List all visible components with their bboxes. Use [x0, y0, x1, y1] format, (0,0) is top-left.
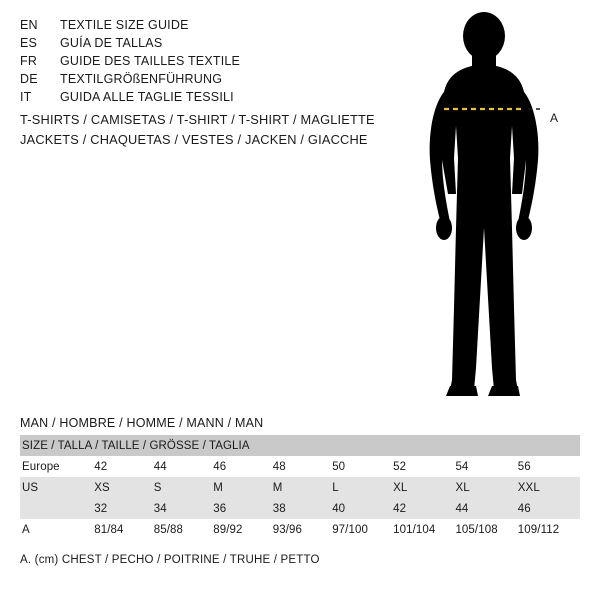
language-text: TEXTILGRÖßENFÜHRUNG [60, 72, 223, 86]
language-row [20, 88, 400, 106]
size-table [20, 435, 580, 540]
table-cell: 42 [393, 498, 455, 519]
language-row [20, 34, 400, 52]
table-cell: M [273, 477, 332, 498]
table-cell: 81/84 [94, 519, 153, 540]
language-code: IT [20, 90, 32, 104]
table-cell: 32 [94, 498, 153, 519]
table-cell: XS [94, 477, 153, 498]
table-cell: 85/88 [154, 519, 213, 540]
table-cell: M [213, 477, 272, 498]
table-cell: 44 [154, 456, 213, 477]
language-text: GUIDA ALLE TAGLIE TESSILI [60, 90, 234, 104]
language-code: EN [20, 18, 38, 32]
language-list [20, 16, 400, 106]
table-cell: 105/108 [455, 519, 517, 540]
table-cell: 93/96 [273, 519, 332, 540]
size-table-section [20, 416, 580, 566]
table-cell: 36 [213, 498, 272, 519]
table-cell: 89/92 [213, 519, 272, 540]
language-text: GUIDE DES TAILLES TEXTILE [60, 54, 241, 68]
language-text: TEXTILE SIZE GUIDE [60, 18, 189, 32]
category-list [20, 110, 400, 150]
table-cell: 46 [213, 456, 272, 477]
table-cell: 40 [332, 498, 393, 519]
table-cell: 42 [94, 456, 153, 477]
table-row [20, 477, 580, 498]
table-footnote: A. (cm) CHEST / PECHO / POITRINE / TRUHE / PETTO [20, 554, 320, 566]
language-code: ES [20, 36, 38, 50]
table-row [20, 456, 580, 477]
table-cell: 52 [393, 456, 455, 477]
table-cell: 101/104 [393, 519, 455, 540]
language-text: GUÍA DE TALLAS [60, 36, 163, 50]
table-cell: 56 [518, 456, 580, 477]
table-cell: XL [455, 477, 517, 498]
language-row [20, 16, 400, 34]
language-code: FR [20, 54, 38, 68]
table-cell: XL [393, 477, 455, 498]
table-cell: 109/112 [518, 519, 580, 540]
table-cell: 48 [273, 456, 332, 477]
table-cell: L [332, 477, 393, 498]
table-title: MAN / HOMBRE / HOMME / MANN / MAN [20, 416, 264, 430]
category-jackets: JACKETS / CHAQUETAS / VESTES / JACKEN / GIACCHE [20, 132, 368, 147]
table-cell: XXL [518, 477, 580, 498]
table-cell: 44 [455, 498, 517, 519]
category-tshirts: T-SHIRTS / CAMISETAS / T-SHIRT / T-SHIRT / MAGLIETTE [20, 112, 375, 127]
table-cell: 46 [518, 498, 580, 519]
table-cell: 38 [273, 498, 332, 519]
table-cell: 54 [455, 456, 517, 477]
table-row [20, 519, 580, 540]
table-row [20, 498, 580, 519]
row-label: Europe [20, 456, 94, 477]
row-label: A [20, 519, 94, 540]
language-row [20, 70, 400, 88]
table-cell: 97/100 [332, 519, 393, 540]
row-label [20, 498, 94, 519]
table-cell: S [154, 477, 213, 498]
table-row-header [20, 435, 580, 456]
table-cell: 50 [332, 456, 393, 477]
male-silhouette-icon [400, 8, 600, 408]
language-row [20, 52, 400, 70]
measure-label-a: A [550, 111, 559, 125]
table-cell: 34 [154, 498, 213, 519]
language-code: DE [20, 72, 38, 86]
table-header-label: SIZE / TALLA / TAILLE / GRÖSSE / TAGLIA [20, 435, 580, 456]
body-figure [400, 8, 600, 408]
row-label: US [20, 477, 94, 498]
